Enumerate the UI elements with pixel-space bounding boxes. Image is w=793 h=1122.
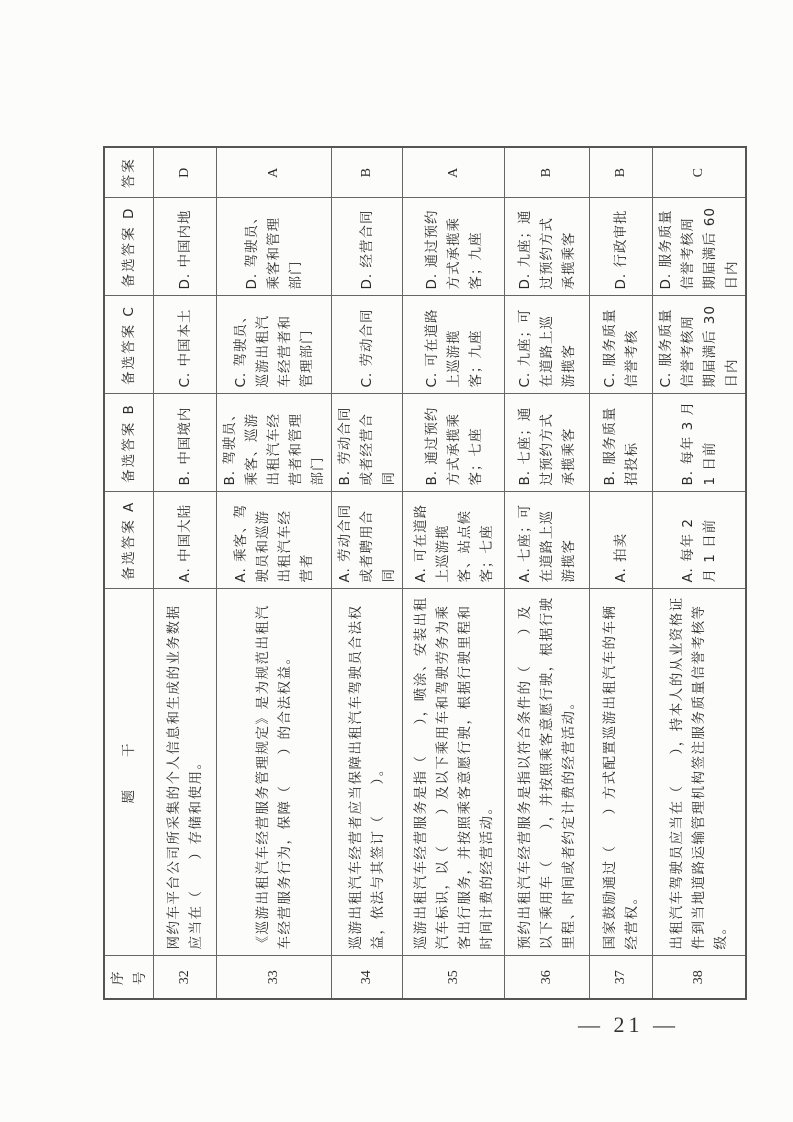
option-c: C. 服务质量信誉考核 xyxy=(590,296,653,394)
option-d: D. 行政审批 xyxy=(590,198,653,296)
question-number: 34 xyxy=(332,956,403,999)
question-stem: 巡游出租汽车经营服务是指（ ），喷涂、安装出租汽车标识，以（ ）及以下乘用车和驾驶劳务为乘客出行服务，并按照乘客意愿行驶，根据行驶里程和时间计费的经营活动。 xyxy=(403,589,505,956)
answer: A xyxy=(217,147,332,198)
question-stem: 国家鼓励通过（ ）方式配置巡游出租汽车的车辆经营权。 xyxy=(590,589,653,956)
table-row xyxy=(505,147,590,999)
header-answer: 答案 xyxy=(104,147,154,198)
option-a: A. 劳动合同或者聘用合同 xyxy=(332,492,403,589)
option-d: D. 经营合同 xyxy=(332,198,403,296)
answer: B xyxy=(332,147,403,198)
question-stem: 网约车平台公司所采集的个人信息和生成的业务数据应当在（ ）存储和使用。 xyxy=(154,589,217,956)
header-option-d: 备选答案 D xyxy=(104,198,154,296)
option-c: C. 服务质量信誉考核周期届满后 30 日内 xyxy=(653,296,747,394)
option-c: C. 劳动合同 xyxy=(332,296,403,394)
header-number: 序号 xyxy=(104,956,154,999)
answer: C xyxy=(653,147,747,198)
header-option-c: 备选答案 C xyxy=(104,296,154,394)
header-option-b: 备选答案 B xyxy=(104,394,154,492)
option-b: B. 通过预约方式承揽乘客；七座 xyxy=(403,394,505,492)
table-row xyxy=(332,147,403,999)
option-d: D. 中国内地 xyxy=(154,198,217,296)
option-a: A. 拍卖 xyxy=(590,492,653,589)
option-b: B. 每年 3 月 1 日前 xyxy=(653,394,747,492)
option-c: C. 可在道路上巡游揽客；九座 xyxy=(403,296,505,394)
page-number: — 21 — xyxy=(578,1012,679,1037)
option-c: C. 驾驶员、巡游出租汽车经营者和管理部门 xyxy=(217,296,332,394)
question-stem: 预约出租汽车经营服务是指以符合条件的（ ）及以下乘用车（ ），并按照乘客意愿行驶，根据行驶里程、时间或者约定计费的经营活动。 xyxy=(505,589,590,956)
answer: B xyxy=(590,147,653,198)
question-table xyxy=(103,146,747,1000)
option-a: A. 每年 2 月 1 日前 xyxy=(653,492,747,589)
option-b: B. 七座；通过预约方式承揽乘客 xyxy=(505,394,590,492)
question-number: 32 xyxy=(154,956,217,999)
option-a: A. 可在道路上巡游揽客、站点候客；七座 xyxy=(403,492,505,589)
option-c: C. 中国本土 xyxy=(154,296,217,394)
option-b: B. 驾驶员、乘客、巡游出租汽车经营者和管理部门 xyxy=(217,394,332,492)
option-d: D. 服务质量信誉考核周期届满后 60 日内 xyxy=(653,198,747,296)
question-stem: 《巡游出租汽车经营服务管理规定》是为规范出租汽车经营服务行为，保障（ ）的合法权益。 xyxy=(217,589,332,956)
option-a: A. 乘客、驾驶员和巡游出租汽车经营者 xyxy=(217,492,332,589)
rotated-table-wrapper xyxy=(103,148,740,1000)
table-row xyxy=(403,147,505,999)
option-b: B. 中国境内 xyxy=(154,394,217,492)
question-number: 33 xyxy=(217,956,332,999)
answer: B xyxy=(505,147,590,198)
question-stem: 出租汽车驾驶员应当在（ ），持本人的从业资格证件到当地道路运输管理机构签注服务质量信誉考核等级。 xyxy=(653,589,747,956)
option-a: A. 七座；可在道路上巡游揽客 xyxy=(505,492,590,589)
table-row xyxy=(653,147,747,999)
option-b: B. 劳动合同或者经营合同 xyxy=(332,394,403,492)
table-row xyxy=(590,147,653,999)
header-option-a: 备选答案 A xyxy=(104,492,154,589)
question-number: 38 xyxy=(653,956,747,999)
option-d: D. 通过预约方式承揽乘客；九座 xyxy=(403,198,505,296)
option-d: D. 驾驶员、乘客和管理部门 xyxy=(217,198,332,296)
table-row xyxy=(217,147,332,999)
question-number: 37 xyxy=(590,956,653,999)
option-a: A. 中国大陆 xyxy=(154,492,217,589)
question-number: 35 xyxy=(403,956,505,999)
table-header-row xyxy=(104,147,154,999)
option-c: C. 九座；可在道路上巡游揽客 xyxy=(505,296,590,394)
option-d: D. 九座；通过预约方式承揽乘客 xyxy=(505,198,590,296)
option-b: B. 服务质量招投标 xyxy=(590,394,653,492)
header-stem: 题 干 xyxy=(104,589,154,956)
answer: D xyxy=(154,147,217,198)
answer: A xyxy=(403,147,505,198)
question-number: 36 xyxy=(505,956,590,999)
question-stem: 巡游出租汽车经营者应当保障出租汽车驾驶员合法权益，依法与其签订（ ）。 xyxy=(332,589,403,956)
table-row xyxy=(154,147,217,999)
